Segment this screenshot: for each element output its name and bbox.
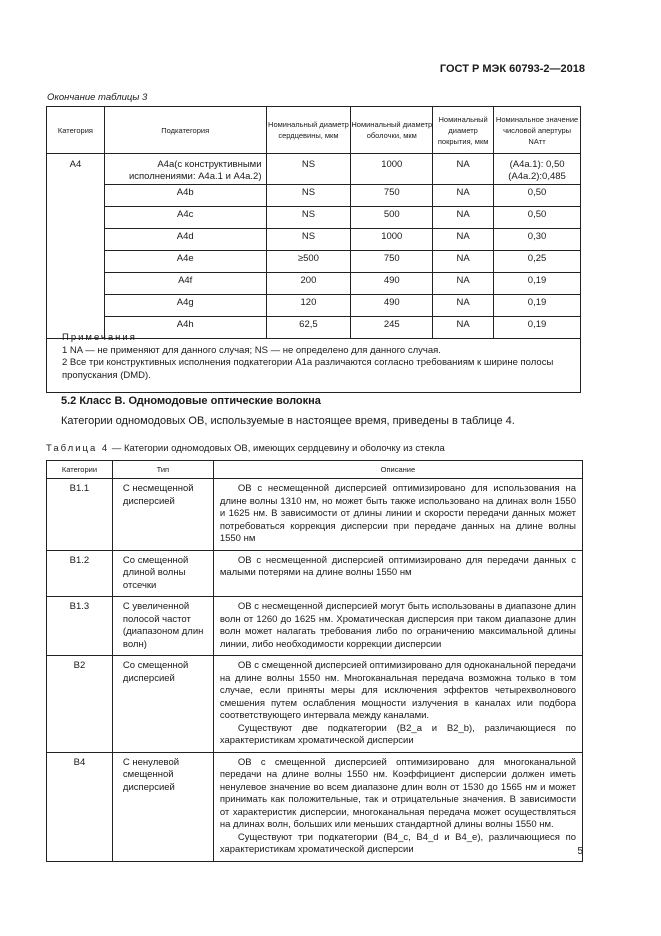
notes-title: Примечания [62,332,137,343]
na-cell: 0,19 [494,295,581,317]
core-cell: NS [266,229,351,251]
type-cell: С ненулевой смещенной дисперсией [112,752,213,861]
coat-cell: NA [433,295,494,317]
core-cell: 62,5 [266,317,351,339]
table-row [47,154,581,185]
clad-cell: 750 [351,251,433,273]
clad-cell: 490 [351,273,433,295]
table4-caption-text: — Категории одномодовых ОВ, имеющих сердцевину и оболочку из стекла [109,443,445,454]
description-cell [213,479,582,551]
clad-cell: 500 [351,207,433,229]
page-number: 5 [577,846,583,857]
clad-cell: 1000 [351,154,433,185]
category-cell: B1.1 [47,479,113,551]
section-paragraph: Категории одномодовых ОВ, используемые в настоящее время, приведены в таблице 4. [61,415,515,427]
subcategory-cell: A4c [104,207,266,229]
coat-cell: NA [433,154,494,185]
description-cell [213,752,582,861]
note-item: 2 Все три конструктивных исполнения подкатегории A1a различаются согласно требованиям к ширине полосы пропускания (DMD). [62,357,554,381]
subcategory-cell: A4a(с конструктивными исполнениями: A4a.1 и A4a.2) [104,154,266,185]
table-row [47,273,581,295]
coat-cell: NA [433,251,494,273]
table-row [47,251,581,273]
header-categories: Категории [47,461,113,479]
header-core-diameter: Номинальный диаметр сердцевины, мкм [266,107,351,154]
core-cell: NS [266,185,351,207]
coat-cell: NA [433,317,494,339]
category-cell: A4 [47,154,105,339]
clad-cell: 490 [351,295,433,317]
table-4 [46,460,583,862]
clad-cell: 1000 [351,229,433,251]
header-subcategory: Подкатегория [104,107,266,154]
type-cell: Со смещенной длиной волны отсечки [112,550,213,597]
subcategory-cell: A4e [104,251,266,273]
table-row [47,752,583,861]
header-description: Описание [213,461,582,479]
table4-header-row [47,461,583,479]
core-cell: ≥500 [266,251,351,273]
table-row [47,550,583,597]
table-row [47,229,581,251]
clad-cell: 750 [351,185,433,207]
na-cell: 0,50 [494,185,581,207]
type-cell: Со смещенной дисперсией [112,656,213,753]
core-cell: NS [266,154,351,185]
na-cell: (A4a.1): 0,50 (A4a.2):0,485 [494,154,581,185]
description-text: ОВ с несмещенной дисперсией оптимизировано для использования на длине волны 1310 нм, но может быть также использовано на длинах волн 1550 и 1625 нм. В зависимости от длины линии и скорости передачи данных может потребоваться коррекция дисперсии при передаче данных на длине волны 1550 нм [219,483,576,544]
category-cell: B1.2 [47,550,113,597]
table-row [47,207,581,229]
coat-cell: NA [433,273,494,295]
description-text: ОВ с несмещенной дисперсией оптимизировано для передачи данных с малыми потерями на длине волны 1550 нм [219,554,576,578]
coat-cell: NA [433,229,494,251]
table3-header-row [47,107,581,154]
na-cell: 0,19 [494,273,581,295]
table-row [47,479,583,551]
note-item: 1 NA — не применяют для данного случая; NS — не определено для данного случая. [62,344,441,356]
type-cell: С несмещенной дисперсией [112,479,213,551]
description-cell [213,550,582,597]
table-row [47,185,581,207]
core-cell: NS [266,207,351,229]
header-coat-diameter: Номинальный диаметр покрытия, мкм [433,107,494,154]
description-text: ОВ с смещенной дисперсией оптимизировано для многоканальной передачи на длине волны 1550 нм. Коэффициент дисперсии должен иметь ненулевое значение во всем диапазоне длин волн от 1530 до 1565 нм и может принимать как положительные, так и отрицательные значения. В зависимости от характеристик дисперсии, многоканальная передача может осуществляться на длинах волн, больших или меньших стандартной длины волны 1550 нм. [219,756,576,830]
table4-caption-label: Таблица 4 [46,443,110,454]
core-cell: 120 [266,295,351,317]
na-cell: 0,19 [494,317,581,339]
na-cell: 0,30 [494,229,581,251]
header-category: Категория [47,107,105,154]
table-row [47,597,583,656]
header-clad-diameter: Номинальный диаметр оболочки, мкм [351,107,433,154]
document-code: ГОСТ Р МЭК 60793-2—2018 [439,63,585,75]
coat-cell: NA [433,185,494,207]
description-text: Существуют две подкатегории (B2_a и B2_b), различающиеся по характеристикам хроматической дисперсии [219,722,576,746]
table4-caption [46,443,445,454]
na-cell: 0,50 [494,207,581,229]
coat-cell: NA [433,207,494,229]
description-cell [213,597,582,656]
clad-cell: 245 [351,317,433,339]
type-cell: С увеличенной полосой частот (диапазоном длин волн) [112,597,213,656]
header-type: Тип [112,461,213,479]
core-cell: 200 [266,273,351,295]
description-text: ОВ с смещенной дисперсией оптимизировано для одноканальной передачи на длине волны 1550 нм. Многоканальная передача возможна только в том случае, если приняты меры для исключения эффектов четырехволнового смешения путем ослабления мощности излучения в каналах или подбора соответствующего интервала между каналами. [219,660,576,721]
section-heading: 5.2 Класс B. Одномодовые оптические волокна [61,395,321,407]
header-numerical-aperture: Номинальное значение числовой апертуры NAтт [494,107,581,154]
category-cell: B2 [47,656,113,753]
na-cell: 0,25 [494,251,581,273]
description-text: Существуют три подкатегории (B4_c, B4_d и B4_e), различающиеся по характеристикам хроматической дисперсии [219,831,576,855]
table-row [47,656,583,753]
category-cell: B4 [47,752,113,861]
description-cell [213,656,582,753]
subcategory-cell: A4b [104,185,266,207]
table-row [47,295,581,317]
subcategory-cell: A4d [104,229,266,251]
category-cell: B1.3 [47,597,113,656]
table3-caption: Окончание таблицы 3 [47,92,148,103]
description-text: ОВ с несмещенной дисперсией могут быть использованы в диапазоне длин волн от 1260 до 1625 нм. Хроматическая дисперсия при таком диапазоне длин волн может налагать требования либо по ограничению максимальной длины линии, либо необходимости коррекции дисперсии [219,601,576,650]
subcategory-cell: A4h [104,317,266,339]
table3-notes [50,332,580,382]
subcategory-cell: A4f [104,273,266,295]
subcategory-cell: A4g [104,295,266,317]
